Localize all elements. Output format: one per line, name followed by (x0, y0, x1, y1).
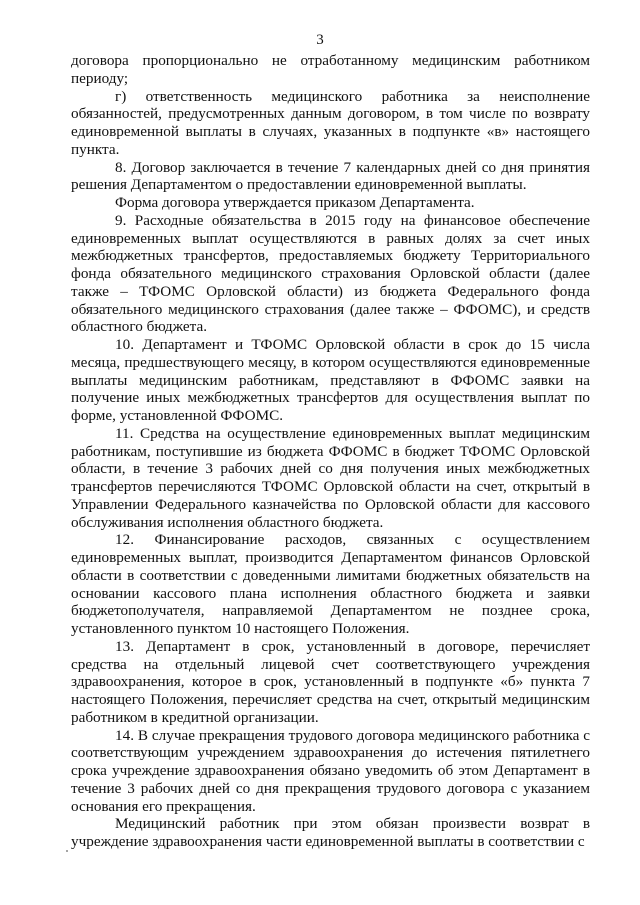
paragraph-item-9: 9. Расходные обязательства в 2015 году на финансовое обеспечение единовременных выплат осуществляются в равных долях за счет иных межбюджетных трансфертов, предоставляемых бюджету Территориального фонда обязательного медицинского страхования Орловской области (далее также – ТФОМС Орловской области) из бюджета Федерального фонда обязательного медицинского страхования (далее также – ФФОМС), и средств областного бюджета. (71, 211, 590, 336)
paragraph-item-14: 14. В случае прекращения трудового договора медицинского работника с соответствующим учреждением здравоохранения до истечения пятилетнего срока учреждение здравоохранения обязано уведомить об этом Департамент в течение 3 рабочих дней со дня прекращения трудового договора с указанием основания его прекращения. (71, 726, 590, 815)
paragraph-refund-obligation: Медицинский работник при этом обязан произвести возврат в учреждение здравоохранения части единовременной выплаты в соответствии с (71, 815, 590, 850)
page-number: 3 (316, 32, 324, 48)
paragraph-item-8: 8. Договор заключается в течение 7 календарных дней со дня принятия решения Департаментом о предоставлении единовременной выплаты. (71, 158, 590, 194)
paragraph-contract-form: Форма договора утверждается приказом Департамента. (115, 194, 475, 211)
paragraph-item-12: 12. Финансирование расходов, связанных с осуществлением единовременных выплат, производится Департаментом финансов Орловской области в соответствии с доведенными лимитами бюджетных обязательств на основании кассового плана исполнения областного бюджета и заявки бюджетополучателя, направляемой Департаментом не позднее срока, установленного пунктом 10 настоящего Положения. (71, 531, 590, 637)
document-body (71, 52, 590, 851)
scan-speck (66, 850, 68, 852)
paragraph-item-11: 11. Средства на осуществление единовременных выплат медицинским работникам, поступившие из бюджета ФФОМС в бюджет ТФОМС Орловской области, в течение 3 рабочих дней со дня получения иных межбюджетных трансфертов перечисляются ТФОМС Орловской области на счет, открытый в Управлении Федерального казначейства по Орловской области для кассового обслуживания исполнения областного бюджета. (71, 424, 590, 531)
paragraph-subitem-g: г) ответственность медицинского работника за неисполнение обязанностей, предусмотренных данным договором, в том числе по возврату единовременной выплаты в случаях, указанных в подпункте «в» настоящего пункта. (71, 87, 590, 158)
paragraph-item-10: 10. Департамент и ТФОМС Орловской области в срок до 15 числа месяца, предшествующего месяцу, в котором осуществляются единовременные выплаты медицинским работникам, представляют в ФФОМС заявки на получение иных межбюджетных трансфертов для осуществления выплат по форме, установленной ФФОМС. (71, 336, 590, 424)
paragraph-contract-period: договора пропорционально не отработанному медицинским работником периоду; (71, 52, 590, 87)
paragraph-item-13: 13. Департамент в срок, установленный в договоре, перечисляет средства на отдельный лицевой счет соответствующего учреждения здравоохранения, которое в срок, установленный в подпункте «б» пункта 7 настоящего Положения, перечисляет средства на счет, открытый медицинским работником в кредитной организации. (71, 637, 590, 726)
